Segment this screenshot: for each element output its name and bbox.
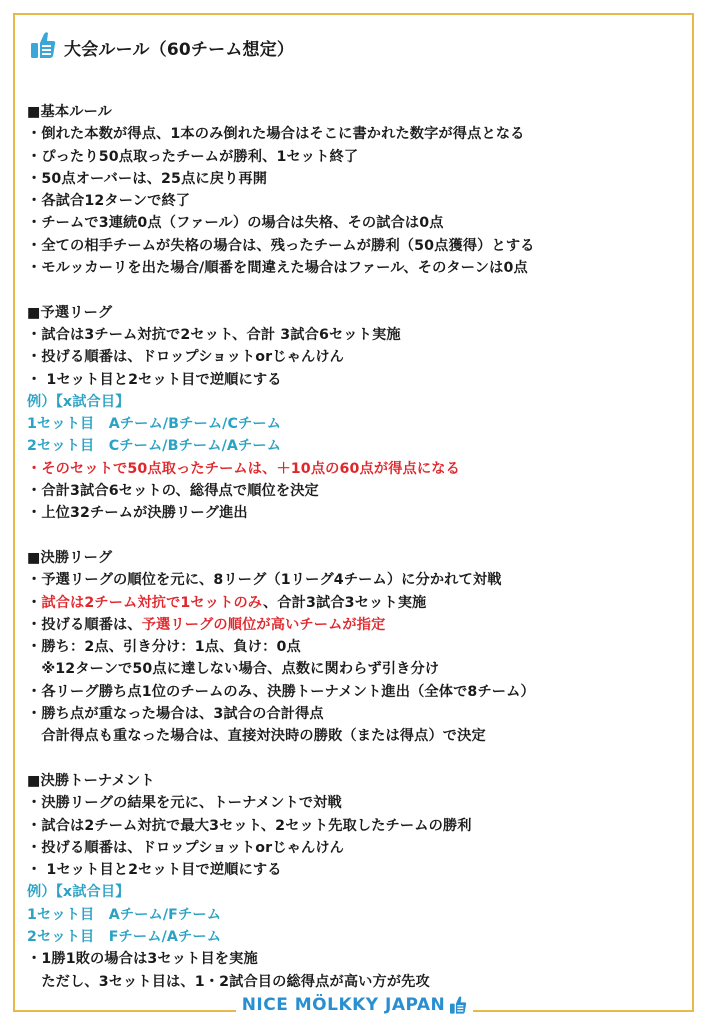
- rule-line: [27, 235, 687, 257]
- section-gap: [27, 525, 687, 547]
- rule-line: [27, 881, 687, 903]
- page-header: [30, 30, 294, 64]
- rule-text: ・投げる順番は、ドロップショットorじゃんけん: [27, 349, 344, 366]
- thumbs-up-icon: [449, 995, 467, 1015]
- rule-text: ・: [27, 594, 42, 611]
- rule-text: ・倒れた本数が得点、1本のみ倒れた場合はそこに書かれた数字が得点となる: [27, 126, 525, 143]
- rule-text: 例）【x試合目】: [27, 393, 130, 410]
- rule-text: 2セット目 Fチーム/Aチーム: [27, 928, 222, 945]
- section-heading: ■決勝トーナメント: [27, 772, 155, 789]
- rule-line: [27, 837, 687, 859]
- rule-line: [27, 859, 687, 881]
- rule-text: ・そのセットで50点取ったチームは、＋10点の60点が得点になる: [27, 460, 460, 477]
- section-gap: [27, 748, 687, 770]
- section-heading: ■決勝リーグ: [27, 549, 113, 566]
- rule-line: [27, 614, 687, 636]
- rule-text: ・投げる順番は、: [27, 616, 142, 633]
- rule-line: [27, 346, 687, 368]
- rule-line: [27, 123, 687, 145]
- rule-line: [27, 168, 687, 190]
- rule-text: ・勝ち：2点、引き分け：1点、負け：0点: [27, 639, 301, 656]
- rule-text: ・1勝1敗の場合は3セット目を実施: [27, 951, 258, 968]
- rule-text: ・50点オーバーは、25点に戻り再開: [27, 170, 268, 187]
- rule-line: [27, 815, 687, 837]
- rule-line: [27, 369, 687, 391]
- rule-line: [27, 212, 687, 234]
- rule-line: [27, 413, 687, 435]
- rule-line: [27, 592, 687, 614]
- rule-line: [27, 569, 687, 591]
- rule-text: 2セット目 Cチーム/Bチーム/Aチーム: [27, 438, 282, 455]
- rule-line: [27, 502, 687, 524]
- rule-text: 例）【x試合目】: [27, 884, 130, 901]
- rule-text: 合計得点も重なった場合は、直接対決時の勝敗（または得点）で決定: [27, 728, 486, 745]
- rule-text: 予選リーグの順位が高いチームが指定: [141, 616, 386, 633]
- rule-text: ※12ターンで50点に達しない場合、点数に関わらず引き分け: [27, 661, 440, 678]
- rule-line: [27, 190, 687, 212]
- rule-line: [27, 324, 687, 346]
- rule-line: [27, 904, 687, 926]
- rule-line: [27, 658, 687, 680]
- rule-line: [27, 926, 687, 948]
- rule-text: ・モルッカーリを出た場合/順番を間違えた場合はファール、そのターンは0点: [27, 260, 528, 277]
- rule-line: [27, 636, 687, 658]
- rule-text: ・各試合12ターンで終了: [27, 193, 191, 210]
- rule-text: ・各リーグ勝ち点1位のチームのみ、決勝トーナメント進出（全体で8チーム）: [27, 683, 535, 700]
- rule-line: [27, 725, 687, 747]
- rule-line: [27, 435, 687, 457]
- thumbs-up-icon: [30, 30, 56, 64]
- rule-text: ・ 1セット目と2セット目で逆順にする: [27, 371, 282, 388]
- rule-text: 1セット目 Aチーム/Fチーム: [27, 906, 222, 923]
- rule-line: [27, 948, 687, 970]
- rule-line: [27, 146, 687, 168]
- footer-logo: NICE MÖLKKY JAPAN: [241, 995, 446, 1015]
- rule-line: [27, 257, 687, 279]
- footer: [0, 990, 709, 1020]
- rule-text: ・決勝リーグの結果を元に、トーナメントで対戦: [27, 795, 342, 812]
- rule-text: ・ぴったり50点取ったチームが勝利、1セット終了: [27, 148, 359, 165]
- rule-text: ただし、3セット目は、1・2試合目の総得点が高い方が先攻: [27, 973, 430, 990]
- rule-line: [27, 792, 687, 814]
- rule-text: 、合計3試合3セット実施: [262, 594, 427, 611]
- rule-text: ・勝ち点が重なった場合は、3試合の合計得点: [27, 706, 324, 723]
- rule-text: 1セット目 Aチーム/Bチーム/Cチーム: [27, 416, 282, 433]
- rule-text: 試合は2チーム対抗で1セットのみ: [41, 594, 263, 611]
- rule-line: [27, 480, 687, 502]
- rule-text: ・上位32チームが決勝リーグ進出: [27, 505, 248, 522]
- rule-line: [27, 391, 687, 413]
- rule-text: ・投げる順番は、ドロップショットorじゃんけん: [27, 839, 344, 856]
- section-heading: ■予選リーグ: [27, 304, 113, 321]
- section-gap: [27, 279, 687, 301]
- rule-text: ・ 1セット目と2セット目で逆順にする: [27, 862, 282, 879]
- section-heading: ■基本ルール: [27, 104, 112, 120]
- rule-line: [27, 703, 687, 725]
- rule-text: ・全ての相手チームが失格の場合は、残ったチームが勝利（50点獲得）とする: [27, 237, 535, 254]
- rule-text: ・合計3試合6セットの、総得点で順位を決定: [27, 483, 319, 500]
- rule-line: [27, 458, 687, 480]
- rule-text: ・試合は3チーム対抗で2セット、合計 3試合6セット実施: [27, 326, 401, 343]
- rule-text: ・試合は2チーム対抗で最大3セット、2セット先取したチームの勝利: [27, 817, 472, 834]
- page-title: 大会ルール（60チーム想定）: [64, 39, 295, 60]
- rule-text: ・予選リーグの順位を元に、8リーグ（1リーグ4チーム）に分かれて対戦: [27, 572, 502, 589]
- rule-line: [27, 681, 687, 703]
- rule-text: ・チームで3連続0点（ファール）の場合は失格、その試合は0点: [27, 215, 444, 232]
- rules-content: [27, 101, 687, 993]
